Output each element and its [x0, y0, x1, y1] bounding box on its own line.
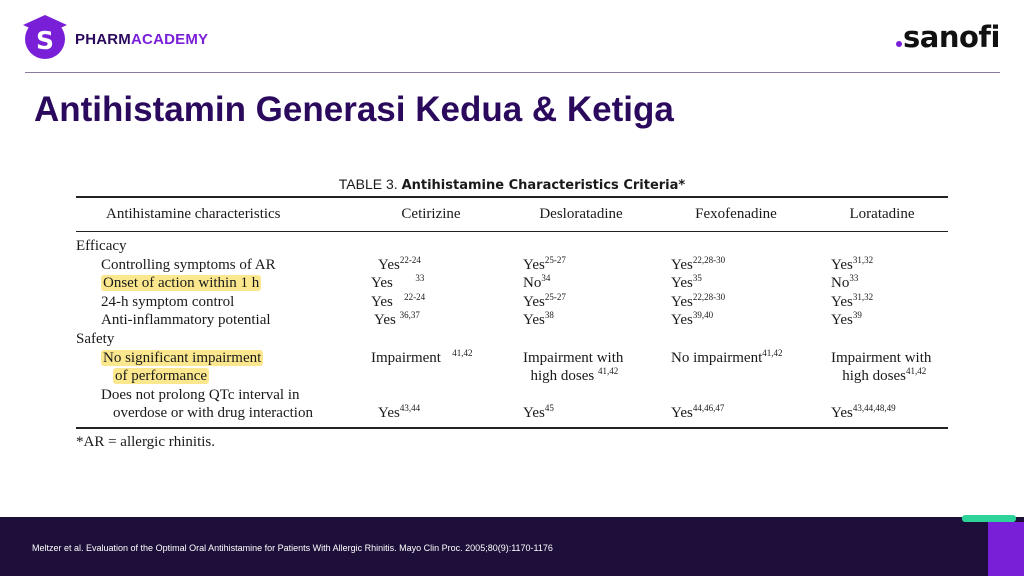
col-header-cetirizine: Cetirizine	[401, 206, 461, 222]
section-row	[76, 237, 948, 256]
col-header-desloratadine: Desloratadine	[539, 206, 623, 222]
section-safety: Safety	[76, 330, 115, 347]
col-header-loratadine: Loratadine	[849, 206, 915, 222]
header-divider	[25, 72, 1000, 73]
col-header-characteristics: Antihistamine characteristics	[106, 206, 281, 222]
sanofi-logo: sanofi	[896, 20, 1000, 54]
slide-title: Antihistamin Generasi Kedua & Ketiga	[34, 90, 674, 129]
footer-accent-block	[988, 522, 1024, 576]
table-row: Does not prolong QTc interval in overdose or with drug interaction Yes$^{43,44}$ Yes$^{45}$ Yes$^{44,46,47}$ Yes$^{43,44,48,49}$	[101, 386, 896, 422]
footer-accent-bar	[962, 515, 1016, 522]
section-row	[76, 330, 948, 349]
table-body	[76, 237, 948, 423]
table-row: Anti-inflammatory potential Yes $^{36,37}$ Yes$^{38}$ Yes$^{39,40}$ Yes$^{39}$	[101, 310, 862, 329]
table-footnote: *AR = allergic rhinitis.	[76, 433, 215, 450]
section-efficacy: Efficacy	[76, 238, 127, 254]
brand-name: PHARMACADEMY	[75, 31, 209, 48]
characteristics-table	[76, 172, 948, 451]
sanofi-dot-icon	[896, 41, 902, 47]
highlight-onset: Onset of action within 1 h	[103, 275, 260, 292]
slide-header	[0, 0, 1024, 74]
logo-letter: S	[35, 26, 55, 55]
pharmacademy-logo-icon	[22, 14, 68, 60]
col-header-fexofenadine: Fexofenadine	[695, 206, 777, 222]
table-caption: TABLE 3. Antihistamine Characteristics Criteria*	[338, 176, 686, 193]
table-row: Controlling symptoms of AR Yes$^{22-24}$ Yes$^{25-27}$ Yes$^{22,28-30}$ Yes$^{31,32}$	[101, 254, 874, 273]
table-row: No significant impairment of performance Impairment $^{41,42}$ Impairment with high doses $^{41,42}$ No impairment$^{41,42}$ Impairment with high doses$^{41,42}$	[103, 347, 932, 385]
table-header	[76, 198, 948, 231]
table-bottom-rule	[76, 427, 948, 429]
highlight-impairment-l1: No significant impairment	[103, 349, 262, 366]
table-row: Onset of action within 1 h Yes $^{33}$ No$^{34}$ Yes$^{35}$ No$^{33}$	[103, 273, 859, 292]
table-header-rule	[76, 231, 948, 232]
citation-text: Meltzer et al. Evaluation of the Optimal Oral Antihistamine for Patients With Allergic Rhinitis. Mayo Clin Proc. 2005;80(9):1170-1176	[32, 543, 553, 553]
slide-footer	[0, 517, 1024, 576]
highlight-impairment-l2: of performance	[115, 368, 208, 385]
table-row: 24-h symptom control Yes $^{22-24}$ Yes$^{25-27}$ Yes$^{22,28-30}$ Yes$^{31,32}$	[101, 291, 874, 310]
